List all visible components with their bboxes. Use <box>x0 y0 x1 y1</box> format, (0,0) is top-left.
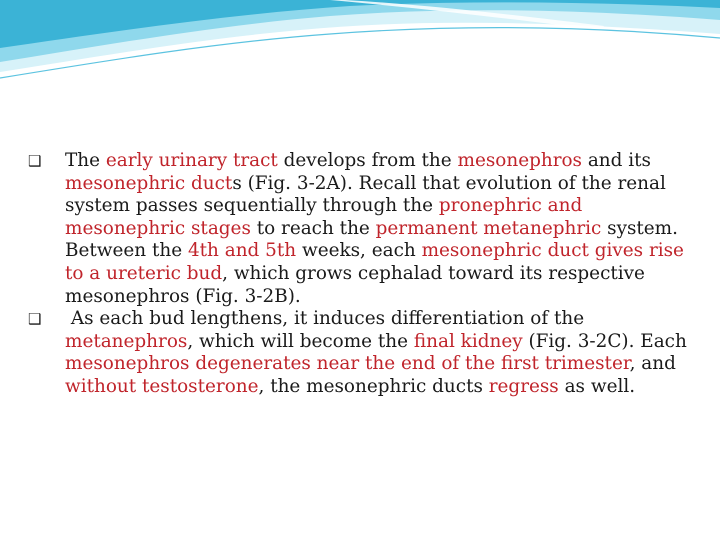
paragraph-1 <box>28 150 688 308</box>
highlighted-term: without testosterone <box>65 375 259 397</box>
body-text: (Fig. 3-2C). Each <box>522 330 687 352</box>
highlighted-term: metanephros <box>65 330 188 352</box>
body-text: , and <box>629 353 676 375</box>
highlighted-term: 4th and 5th <box>187 240 297 262</box>
body-text: develops from the <box>277 150 458 171</box>
body-text: As each bud lengthens, it induces differentiation of the <box>65 308 585 330</box>
body-text: The <box>65 150 106 171</box>
body-text: , which grows cephalad toward its respective mesonephros (Fig. 3-2B). <box>65 262 645 307</box>
highlighted-term: mesonephros <box>457 150 582 171</box>
highlighted-term: mesonephric duct <box>65 172 233 194</box>
body-text: as well. <box>558 375 636 397</box>
highlighted-term: pronephric and mesonephric stages <box>65 195 583 239</box>
body-text: s (Fig. 3-2A). Recall that evolution of the renal system passes sequentially through the <box>65 172 666 217</box>
bullet-icon: ❑ <box>28 310 42 329</box>
body-text: to reach the <box>250 217 376 239</box>
body-text: weeks, each <box>296 240 422 262</box>
body-text: system. Between the <box>65 217 678 262</box>
highlighted-term: mesonephros degenerates near the end of the first trimester <box>65 353 630 375</box>
body-text: , which will become the <box>187 330 414 352</box>
highlighted-term: permanent metanephric <box>375 217 602 239</box>
highlighted-term: final kidney <box>413 330 523 352</box>
bullet-icon: ❑ <box>28 152 42 170</box>
header-wave-decoration <box>0 0 720 90</box>
body-text: and its <box>582 150 651 171</box>
body-text: , the mesonephric ducts <box>258 375 489 397</box>
highlighted-term: regress <box>488 375 559 397</box>
paragraph-2 <box>28 308 688 398</box>
highlighted-term: early urinary tract <box>105 150 278 171</box>
slide-body <box>28 150 688 399</box>
highlighted-term: mesonephric duct gives rise to a ureteric bud <box>65 240 684 284</box>
